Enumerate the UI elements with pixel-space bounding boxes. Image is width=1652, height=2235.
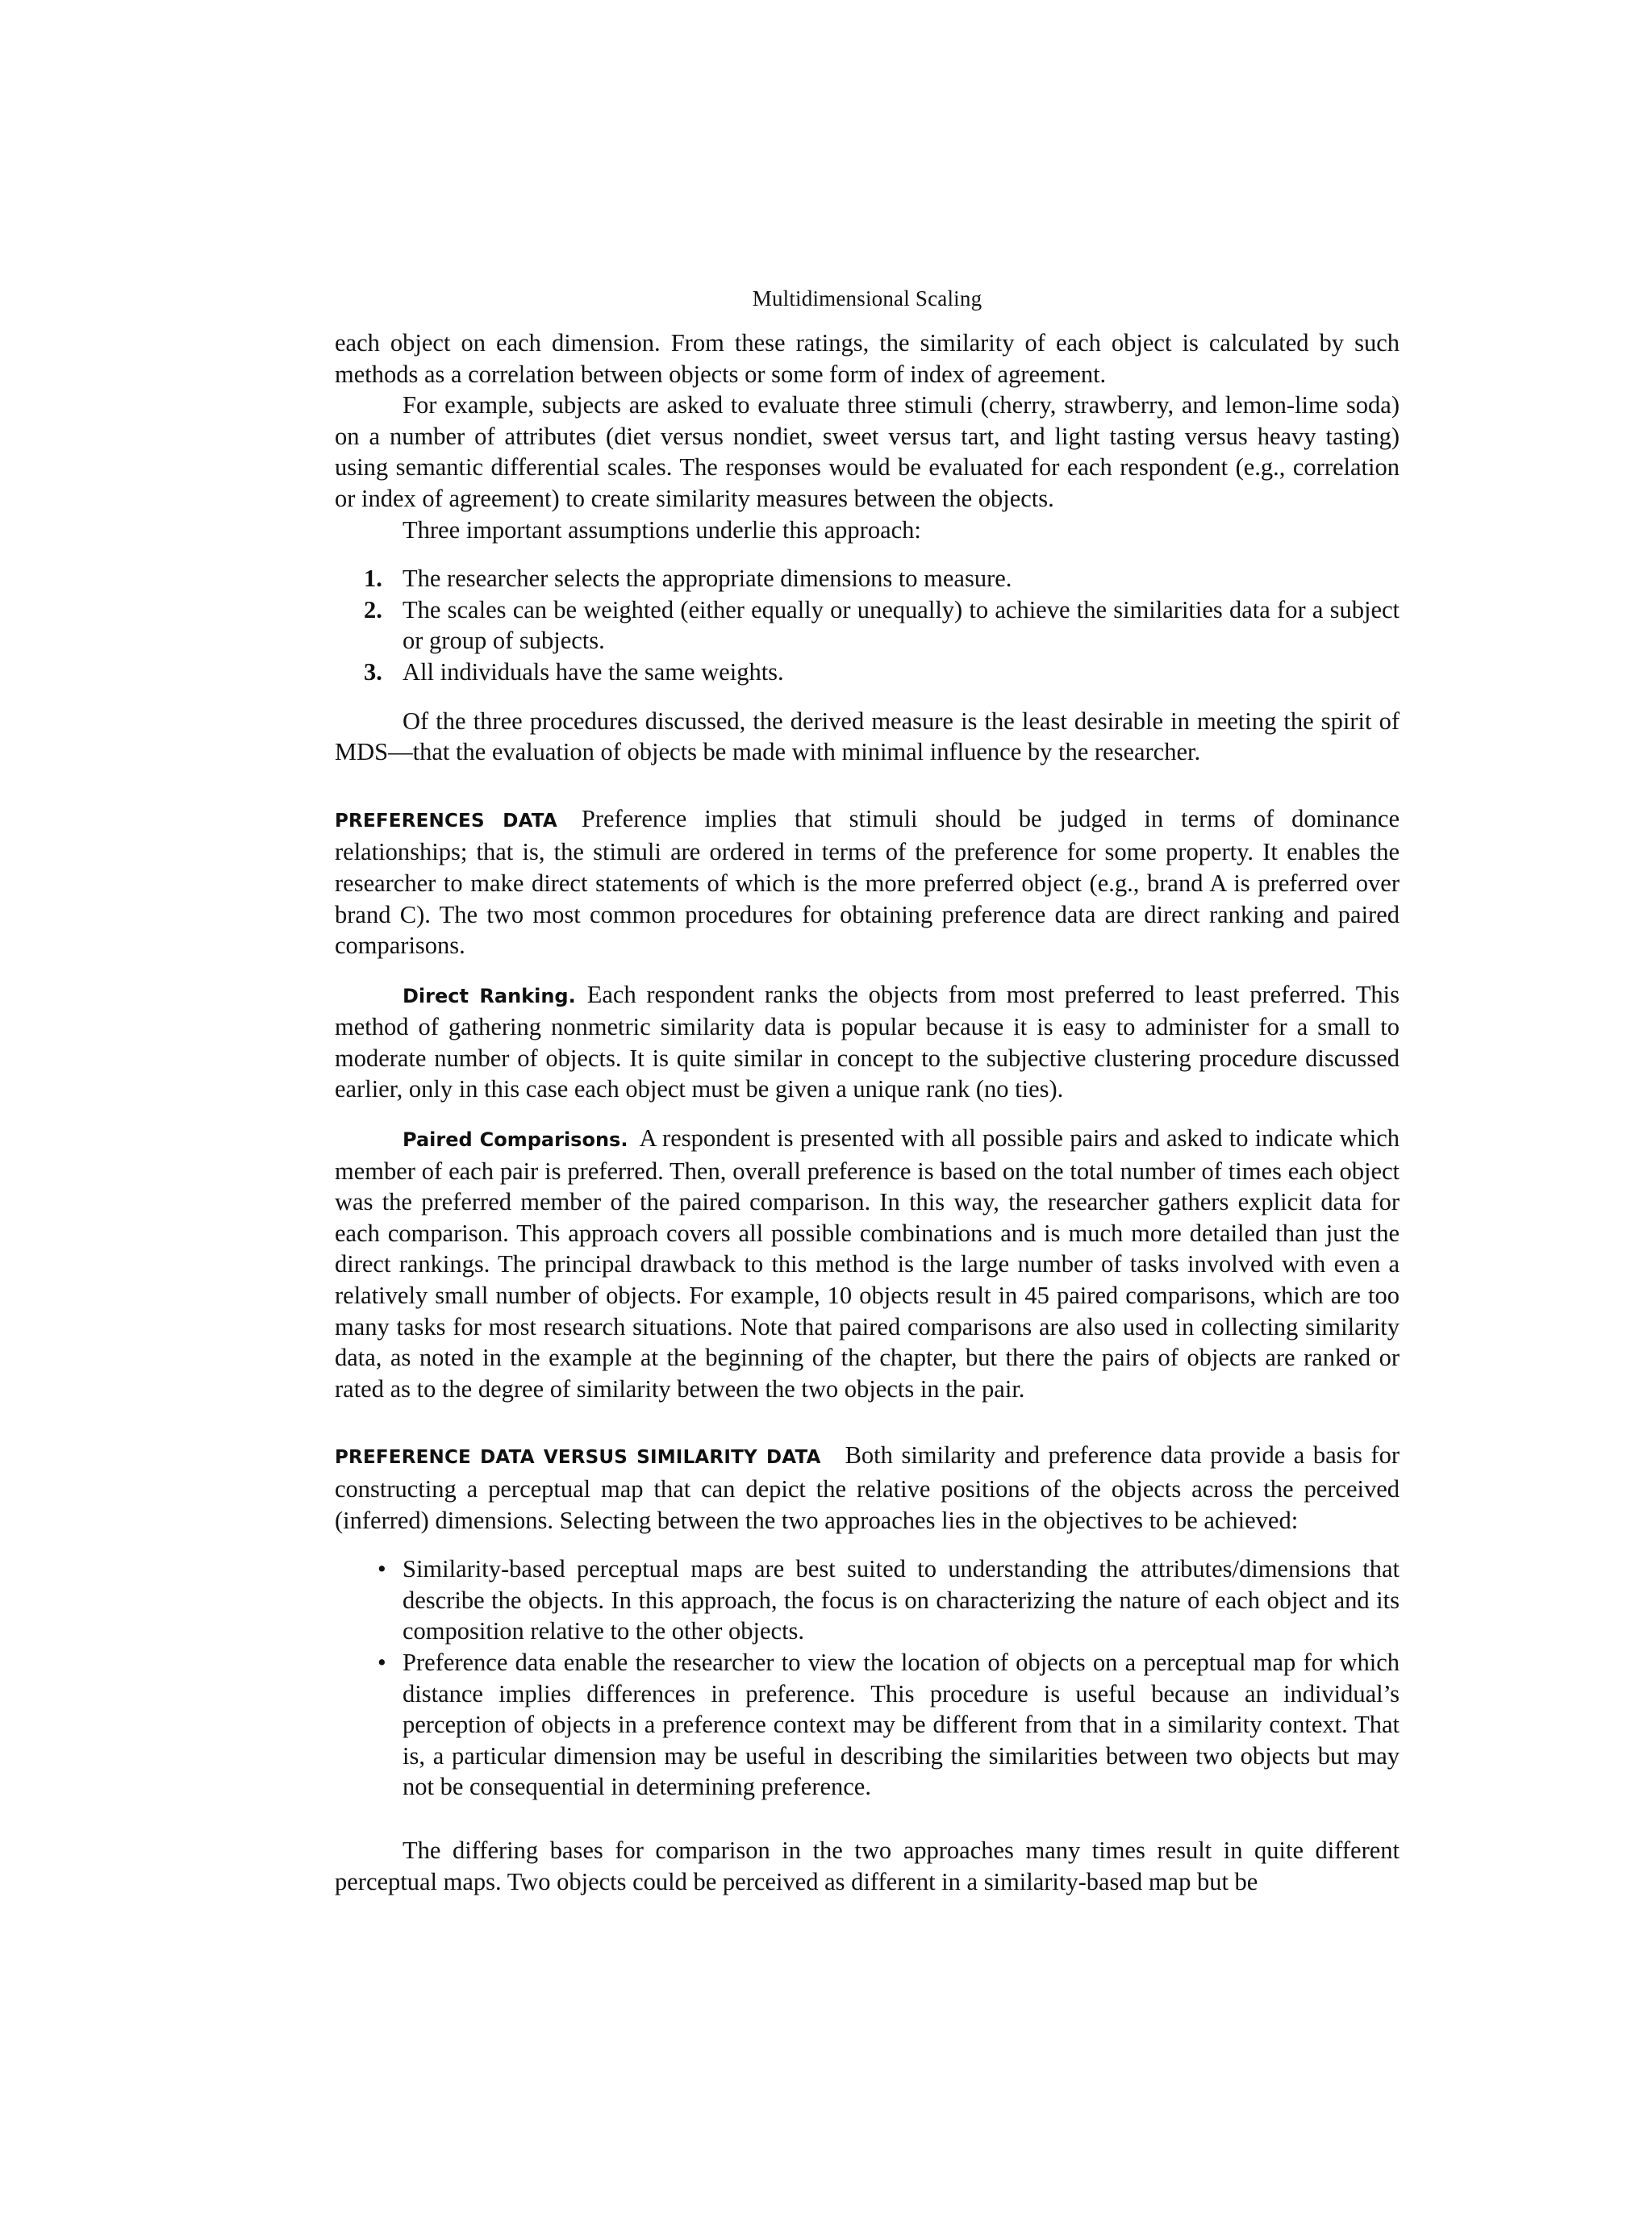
list-item [335,1647,1400,1803]
subsection-direct-ranking [335,979,1400,1105]
section-heading: PREFERENCE DATA VERSUS SIMILARITY DATA [335,1447,821,1469]
list-number: 1. [364,565,382,593]
list-item [335,563,1400,594]
section-preference-vs-similarity [335,1440,1400,1536]
subsection-body: Each respondent ranks the objects from most preferred to least preferred. This method of gathering nonmetric similarity data is popular because it is easy to administer for a small to moderate number of objects. It is quite similar in concept to the subjective clustering procedure discussed earlier, only in this case each object must be given a unique rank (no ties). [335,980,1400,1103]
list-item [335,657,1400,688]
list-item-text: The researcher selects the appropriate dimensions to measure. [403,565,1012,593]
subsection-heading: Direct Ranking. [403,984,576,1007]
list-number: 2. [364,595,382,623]
paragraph-assumptions-intro: Three important assumptions underlie this approach: [403,515,921,544]
list-item [335,1553,1400,1647]
comparison-bullet-list [335,1553,1400,1803]
section-body: Preference implies that stimuli should be judged in terms of dominance relationships; that is, the stimuli are ordered in terms of the preference for some property. It enables the researcher to make direct statements of which is the more preferred object (e.g., brand A is preferred over brand C). The two most common procedures for obtaining preference data are direct ranking and paired comparisons. [335,804,1400,960]
paragraph-procedures-summary: Of the three procedures discussed, the derived measure is the least desirable in meeting the spirit of MDS—that the evaluation of objects be made with minimal influence by the researcher. [335,707,1400,766]
list-item-text: Preference data enable the researcher to view the location of objects on a perceptual map for which distance implies differences in preference. This procedure is useful because an individual’s perception of objects in a preference context may be different from that in a similarity context. That is, a particular dimension may be useful in describing the similarities between two objects but may not be consequential in determining preference. [403,1648,1400,1801]
page [335,286,1400,1897]
list-number: 3. [364,657,382,686]
bullet-glyph: • [378,1555,386,1583]
assumptions-list [335,563,1400,687]
section-heading: PREFERENCES DATA [335,810,557,832]
paragraph-example: For example, subjects are asked to evaluate three stimuli (cherry, strawberry, and lemon-lime soda) on a number of attributes (diet versus nondiet, sweet versus tart, and light tasting versus heavy tasting) using semantic differential scales. The responses would be evaluated for each respondent (e.g., correlation or index of agreement) to create similarity measures between the objects. [335,391,1400,512]
paragraph-differing-bases: The differing bases for comparison in the two approaches many times result in quite different perceptual maps. Two objects could be perceived as different in a similarity-based map but be [335,1836,1400,1895]
subsection-heading: Paired Comparisons. [403,1128,628,1152]
paragraph-continuation: each object on each dimension. From these ratings, the similarity of each object is calculated by such methods as a correlation between objects or some form of index of agreement. [335,329,1400,388]
section-preferences-data [335,803,1400,961]
list-item-text: All individuals have the same weights. [403,657,784,686]
bullet-glyph: • [378,1648,386,1676]
subsection-body: A respondent is presented with all possible pairs and asked to indicate which member of each pair is preferred. Then, overall preference is based on the total number of times each object was the preferred member of the paired comparison. In this way, the researcher gathers explicit data for each comparison. This approach covers all possible combinations and is much more detailed than just the direct rankings. The principal drawback to this method is the large number of tasks involved with even a relatively small number of objects. For example, 10 objects result in 45 paired comparisons, which are too many tasks for most research situations. Note that paired comparisons are also used in collecting similarity data, as noted in the example at the beginning of the chapter, but there the pairs of objects are ranked or rated as to the degree of similarity between the two objects in the pair. [335,1124,1400,1403]
running-head: Multidimensional Scaling [752,286,982,311]
list-item [335,594,1400,657]
subsection-paired-comparisons [335,1123,1400,1404]
list-item-text: The scales can be weighted (either equally or unequally) to achieve the similarities data for a subject or group of subjects. [403,595,1400,655]
section-body: Both similarity and preference data provide a basis for constructing a perceptual map that can depict the relative positions of the objects across the perceived (inferred) dimensions. Selecting between the two approaches lies in the objectives to be achieved: [335,1441,1400,1534]
list-item-text: Similarity-based perceptual maps are best suited to understanding the attributes/dimensions that describe the objects. In this approach, the focus is on characterizing the nature of each object and its composition relative to the other objects. [403,1555,1400,1645]
